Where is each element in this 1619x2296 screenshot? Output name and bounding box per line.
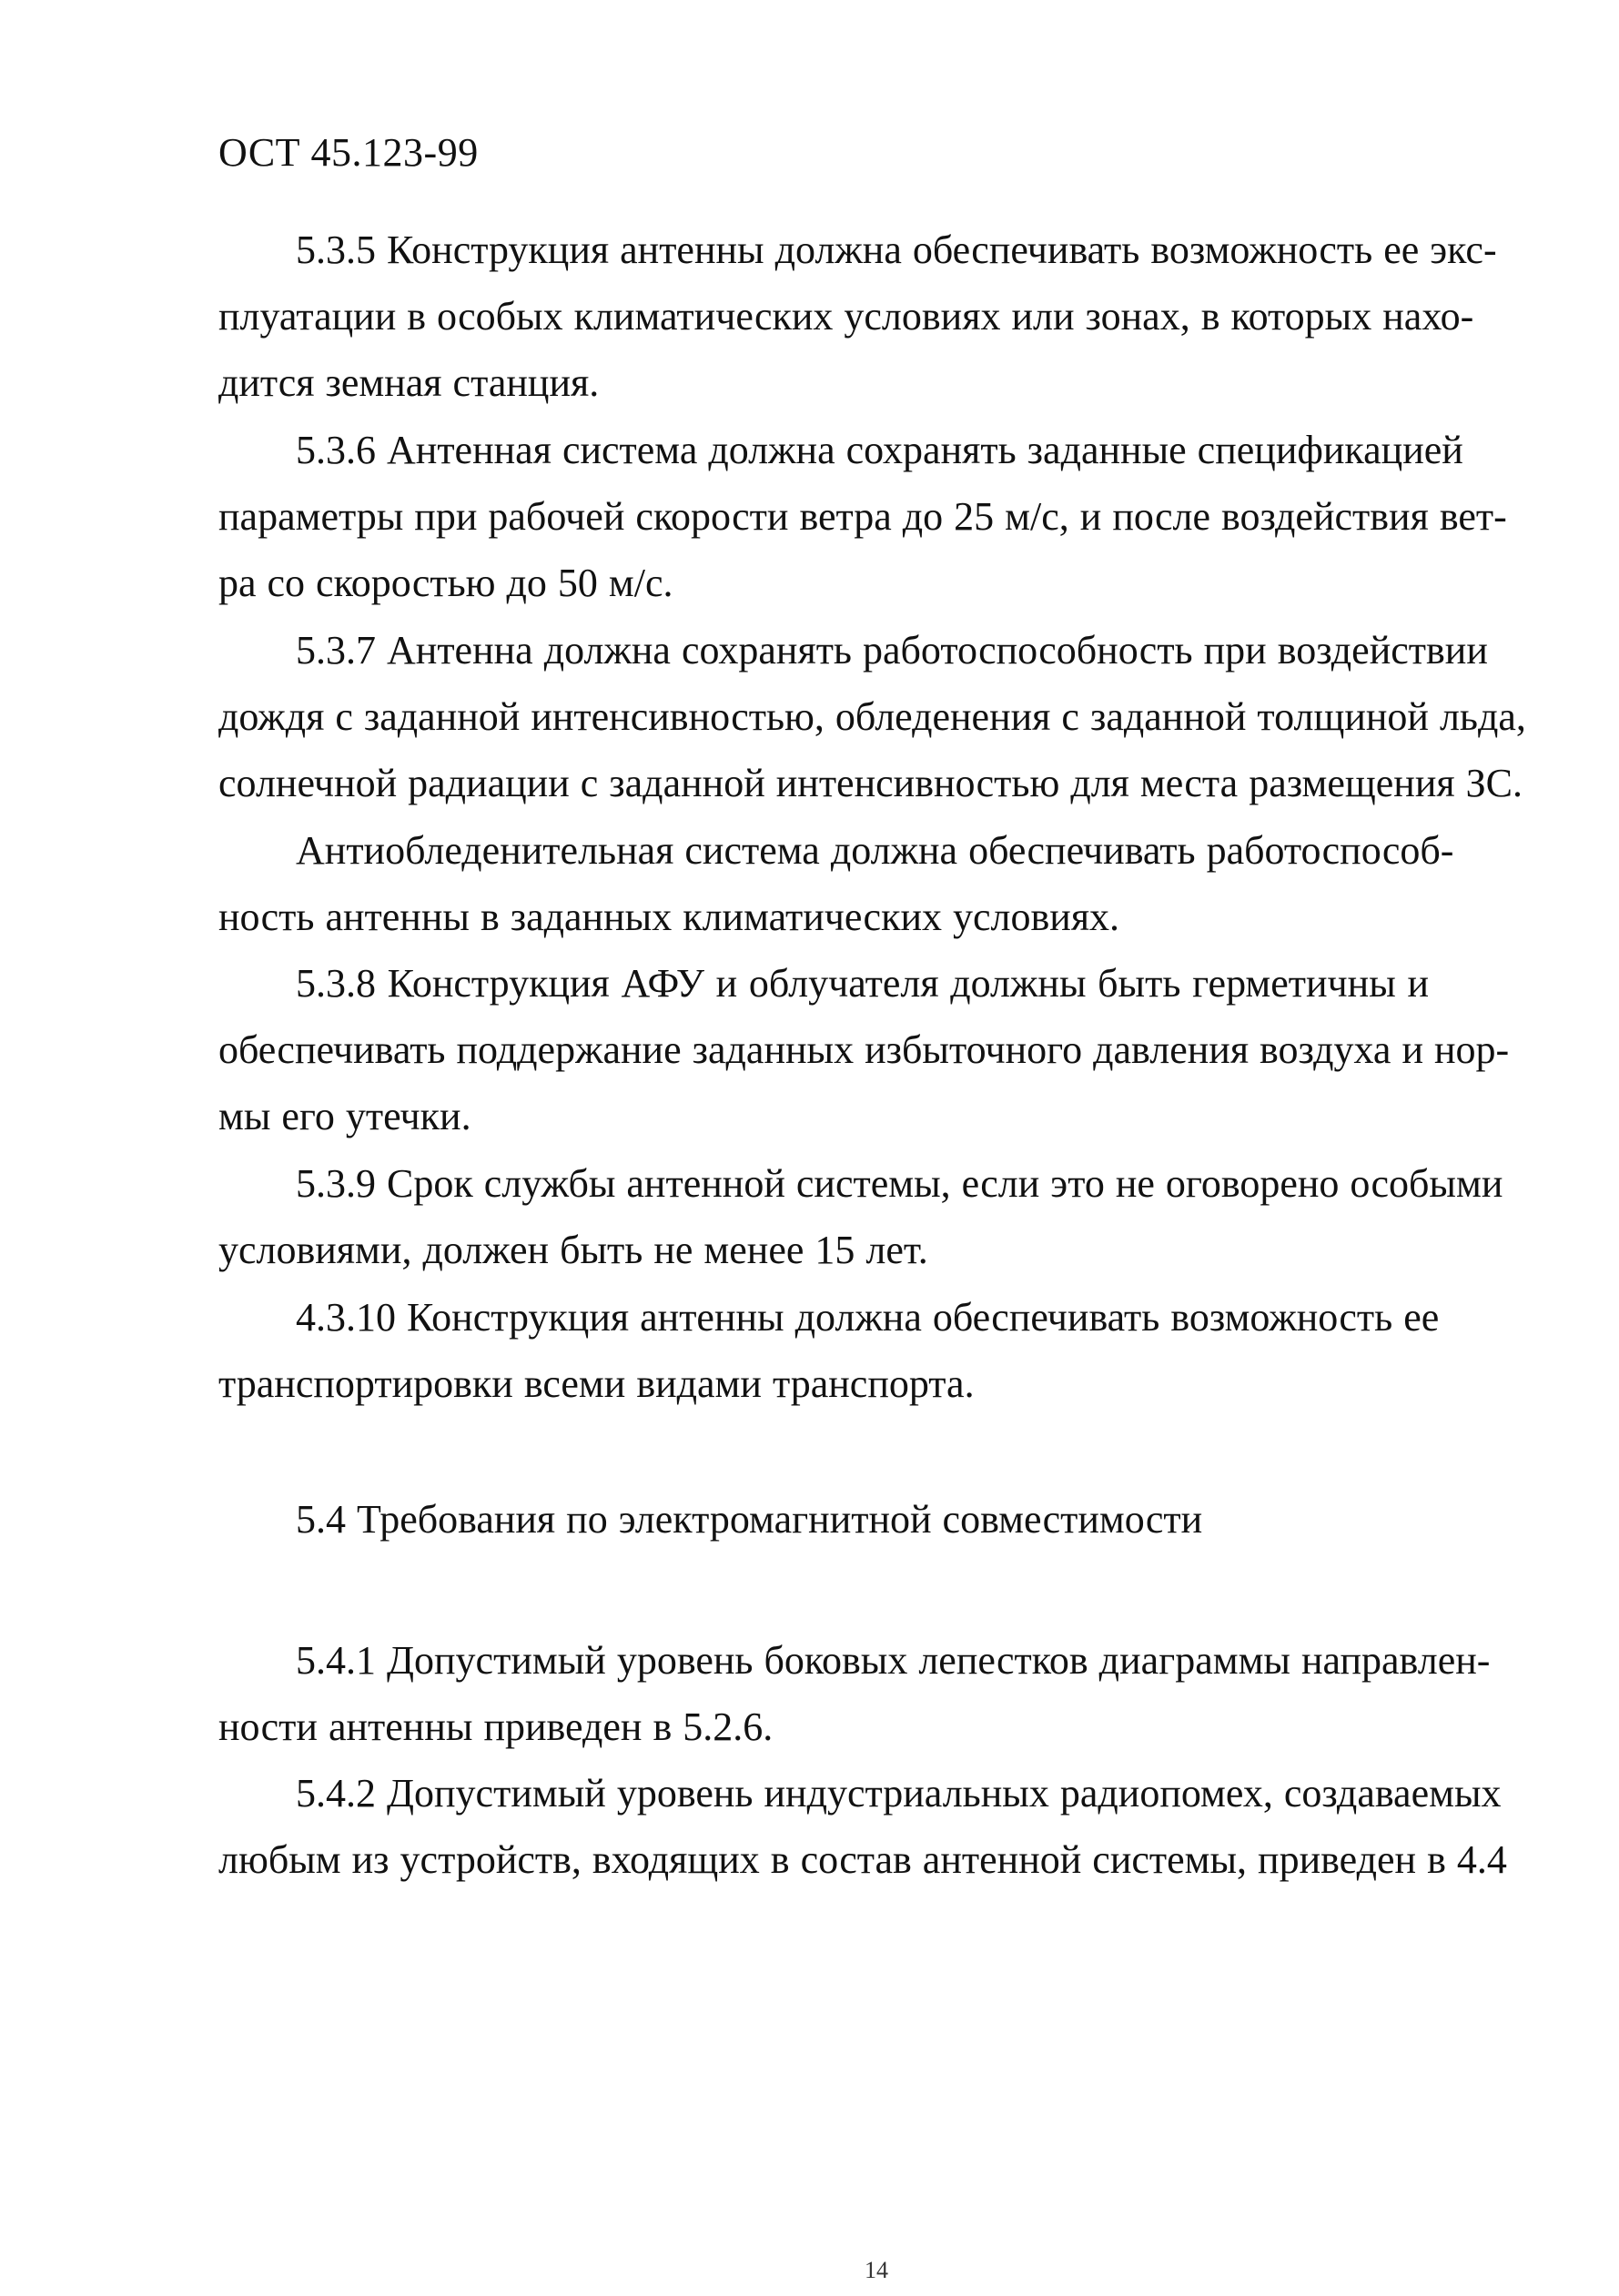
paragraph-5-3-5-line-2: плуатации в особых климатических условиях или зонах, в которых нахо-: [218, 294, 1474, 339]
paragraph-5-3-9-line-1: 5.3.9 Срок службы антенной системы, если это не оговорено особыми: [296, 1161, 1503, 1206]
paragraph-anti-icing-line-2: ность антенны в заданных климатических условиях.: [218, 895, 1120, 939]
paragraph-5-3-7-line-1: 5.3.7 Антенна должна сохранять работоспособность при воздействии: [296, 628, 1488, 673]
paragraph-5-3-6-line-1: 5.3.6 Антенная система должна сохранять заданные спецификацией: [296, 428, 1463, 472]
document-code-header: ОСТ 45.123-99: [218, 130, 479, 175]
paragraph-5-3-8-line-1: 5.3.8 Конструкция АФУ и облучателя должны быть герметичны и: [296, 961, 1429, 1006]
paragraph-anti-icing-line-1: Антиобледенительная система должна обеспечивать работоспособ-: [296, 828, 1454, 873]
paragraph-5-3-7-line-2: дождя с заданной интенсивностью, обледенения с заданной толщиной льда,: [218, 694, 1526, 739]
paragraph-5-3-7-line-3: солнечной радиации с заданной интенсивностью для места размещения ЗС.: [218, 761, 1523, 805]
paragraph-4-3-10-line-1: 4.3.10 Конструкция антенны должна обеспечивать возможность ее: [296, 1295, 1440, 1340]
paragraph-5-3-5-line-3: дится земная станция.: [218, 360, 600, 405]
paragraph-4-3-10-line-2: транспортировки всеми видами транспорта.: [218, 1361, 975, 1406]
paragraph-5-4-1-line-2: ности антенны приведен в 5.2.6.: [218, 1704, 774, 1749]
paragraph-5-3-6-line-2: параметры при рабочей скорости ветра до 25 м/с, и после воздействия вет-: [218, 494, 1507, 539]
paragraph-5-3-9-line-2: условиями, должен быть не менее 15 лет.: [218, 1228, 928, 1272]
paragraph-5-3-8-line-3: мы его утечки.: [218, 1094, 471, 1138]
page-number: 14: [865, 2257, 888, 2283]
paragraph-5-4-2-line-2: любым из устройств, входящих в состав антенной системы, приведен в 4.4: [218, 1837, 1507, 1882]
paragraph-5-3-8-line-2: обеспечивать поддержание заданных избыточного давления воздуха и нор-: [218, 1027, 1510, 1072]
paragraph-5-4-1-line-1: 5.4.1 Допустимый уровень боковых лепестков диаграммы направлен-: [296, 1638, 1491, 1683]
paragraph-5-3-5-line-1: 5.3.5 Конструкция антенны должна обеспечивать возможность ее экс-: [296, 228, 1497, 272]
section-heading-5-4: 5.4 Требования по электромагнитной совместимости: [296, 1497, 1203, 1542]
paragraph-5-3-6-line-3: ра со скоростью до 50 м/с.: [218, 561, 673, 605]
paragraph-5-4-2-line-1: 5.4.2 Допустимый уровень индустриальных радиопомех, создаваемых: [296, 1771, 1502, 1816]
